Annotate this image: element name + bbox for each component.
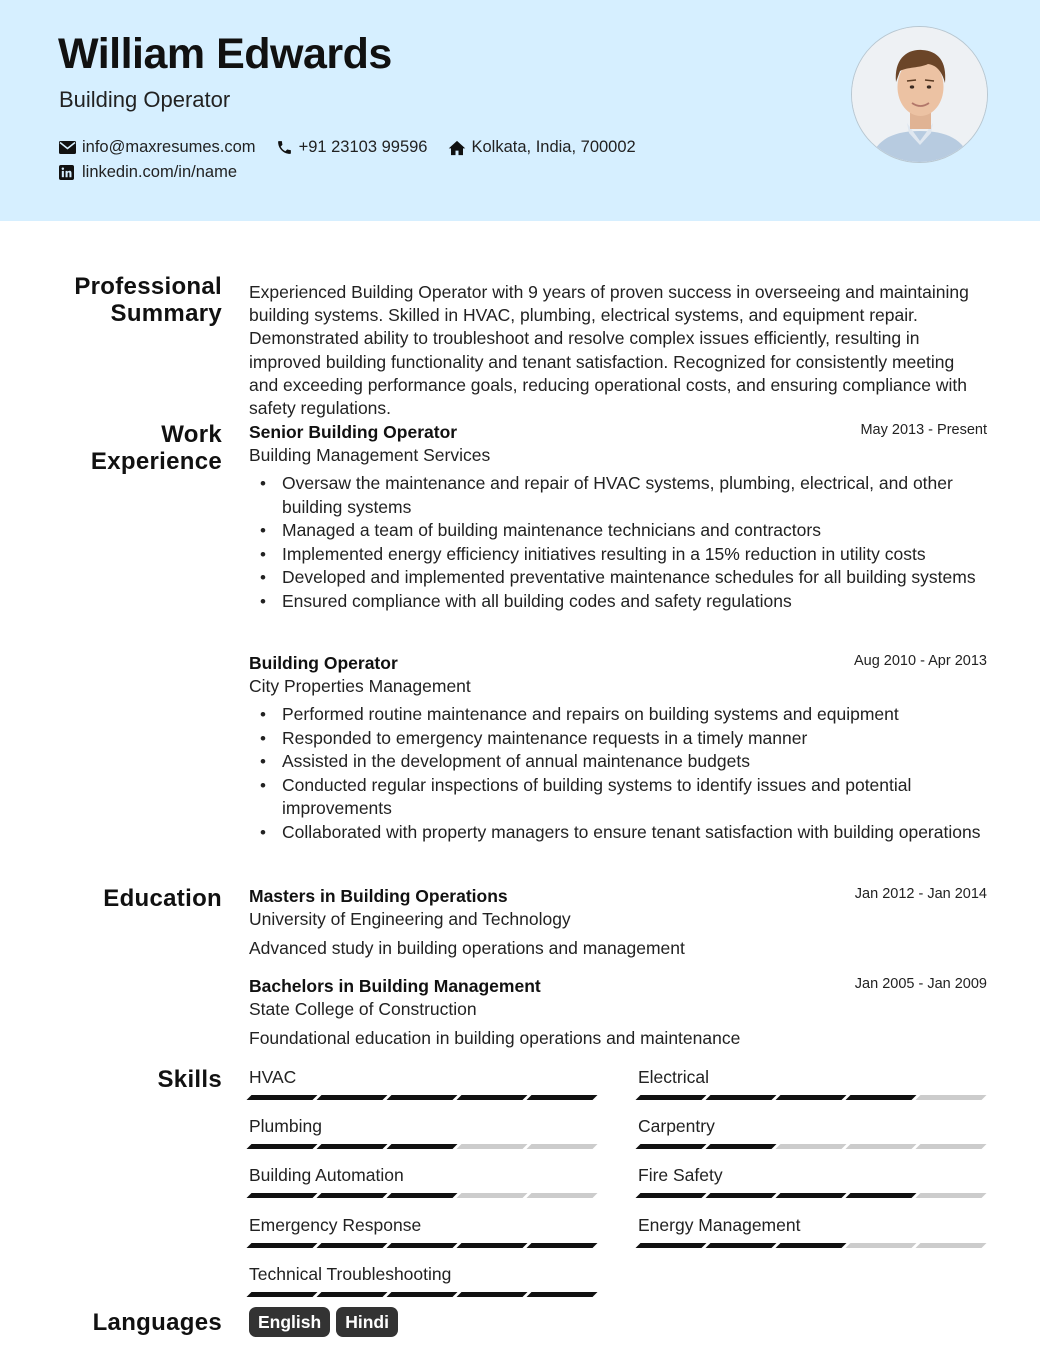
section-heading-skills bbox=[157, 1066, 222, 1093]
skill-level-segment bbox=[916, 1095, 987, 1100]
education-date: Jan 2012 - Jan 2014 bbox=[854, 886, 987, 902]
skill-level-segment bbox=[247, 1144, 318, 1149]
contact-row bbox=[59, 138, 656, 157]
work-heading-line: Work bbox=[161, 421, 222, 448]
skill-level-segment bbox=[527, 1144, 598, 1149]
education-school: State College of Construction bbox=[249, 999, 477, 1019]
skill-name: Fire Safety bbox=[638, 1165, 723, 1185]
skill-level-bar bbox=[249, 1292, 597, 1297]
skill-name: Electrical bbox=[638, 1067, 709, 1087]
skill-level-segment bbox=[457, 1292, 528, 1297]
candidate-name: William Edwards bbox=[58, 30, 392, 78]
skill-level-bar bbox=[638, 1144, 986, 1149]
job-company: Building Management Services bbox=[249, 445, 491, 465]
list-item: • Responded to emergency maintenance requests in a timely manner bbox=[249, 727, 987, 751]
skill-level-segment bbox=[706, 1193, 777, 1198]
skill-level-segment bbox=[527, 1193, 598, 1198]
skill-item bbox=[638, 1067, 986, 1100]
education-entry bbox=[249, 976, 987, 1049]
skill-name: Plumbing bbox=[249, 1116, 322, 1136]
skill-level-bar bbox=[249, 1243, 597, 1248]
summary-heading-line: Summary bbox=[110, 300, 222, 327]
skill-item bbox=[249, 1116, 597, 1149]
skill-level-segment bbox=[916, 1243, 987, 1248]
skill-item bbox=[249, 1165, 597, 1198]
education-school: University of Engineering and Technology bbox=[249, 909, 571, 929]
education-entry bbox=[249, 886, 987, 959]
job-entry bbox=[249, 653, 987, 845]
skill-level-segment bbox=[247, 1193, 318, 1198]
education-degree: Bachelors in Building Management bbox=[249, 976, 541, 996]
list-item: • Ensured compliance with all building codes and safety regulations bbox=[249, 590, 987, 614]
job-title: Senior Building Operator bbox=[249, 422, 458, 442]
skill-level-segment bbox=[846, 1095, 917, 1100]
skill-level-bar bbox=[249, 1095, 597, 1100]
job-company: City Properties Management bbox=[249, 676, 471, 696]
skill-level-segment bbox=[247, 1095, 318, 1100]
skill-level-segment bbox=[317, 1144, 388, 1149]
section-heading-work bbox=[91, 421, 222, 475]
skill-level-segment bbox=[247, 1243, 318, 1248]
skill-level-segment bbox=[387, 1193, 458, 1198]
skill-name: Carpentry bbox=[638, 1116, 715, 1136]
skill-level-segment bbox=[706, 1144, 777, 1149]
skill-name: Emergency Response bbox=[249, 1215, 422, 1235]
skill-level-segment bbox=[317, 1292, 388, 1297]
list-item: • Performed routine maintenance and repairs on building systems and equipment bbox=[249, 703, 987, 727]
skill-level-segment bbox=[527, 1243, 598, 1248]
skill-item bbox=[638, 1116, 986, 1149]
skill-name: Technical Troubleshooting bbox=[249, 1264, 452, 1284]
linkedin-text: linkedin.com/in/name bbox=[82, 163, 237, 181]
contact-email[interactable] bbox=[59, 138, 256, 157]
skill-level-segment bbox=[387, 1243, 458, 1248]
language-tag: Hindi bbox=[336, 1307, 398, 1337]
skill-level-segment bbox=[846, 1193, 917, 1198]
languages-heading: Languages bbox=[92, 1309, 222, 1336]
skill-level-segment bbox=[776, 1193, 847, 1198]
skill-level-segment bbox=[776, 1243, 847, 1248]
skill-level-segment bbox=[527, 1095, 598, 1100]
skills-heading: Skills bbox=[157, 1066, 222, 1093]
skill-item bbox=[249, 1067, 597, 1100]
skill-name: Building Automation bbox=[249, 1165, 404, 1185]
contact-location bbox=[448, 138, 636, 157]
skill-level-bar bbox=[638, 1243, 986, 1248]
candidate-title: Building Operator bbox=[59, 87, 231, 112]
list-item: • Conducted regular inspections of building systems to identify issues and potential improvements bbox=[249, 774, 987, 821]
phone-text: +91 23103 99596 bbox=[298, 138, 428, 156]
linkedin-icon bbox=[59, 165, 74, 180]
education-degree: Masters in Building Operations bbox=[249, 886, 508, 906]
skill-item bbox=[249, 1264, 597, 1297]
skill-level-segment bbox=[706, 1095, 777, 1100]
skill-level-segment bbox=[317, 1095, 388, 1100]
job-bullets bbox=[249, 472, 987, 614]
summary-heading-line: Professional bbox=[74, 273, 222, 300]
skill-level-bar bbox=[249, 1193, 597, 1198]
section-heading-education bbox=[103, 885, 222, 912]
skill-level-segment bbox=[706, 1243, 777, 1248]
skill-item bbox=[638, 1215, 986, 1248]
job-date: May 2013 - Present bbox=[860, 422, 987, 438]
job-date: Aug 2010 - Apr 2013 bbox=[853, 653, 987, 669]
skill-level-segment bbox=[387, 1144, 458, 1149]
skill-level-segment bbox=[636, 1243, 707, 1248]
contact-phone[interactable] bbox=[276, 138, 428, 157]
list-item: • Developed and implemented preventative maintenance schedules for all building systems bbox=[249, 566, 987, 590]
skill-level-segment bbox=[776, 1095, 847, 1100]
education-date: Jan 2005 - Jan 2009 bbox=[854, 976, 987, 992]
skill-level-segment bbox=[317, 1243, 388, 1248]
phone-icon bbox=[276, 139, 293, 156]
skill-level-segment bbox=[317, 1193, 388, 1198]
education-description: Advanced study in building operations and management bbox=[249, 938, 685, 958]
skill-level-segment bbox=[776, 1144, 847, 1149]
summary-text: Experienced Building Operator with 9 years of proven success in overseeing and maintaining building systems. Skilled in HVAC, plumbing, electrical systems, and equipment repair. Demonstrated ability to troubleshoot and resolve complex issues efficiently, resulting in improved building functionality and tenant satisfaction. Recognized for consistently meeting and exceeding performance goals, reducing operational costs, and ensuring compliance with safety regulations. bbox=[249, 282, 969, 419]
job-title: Building Operator bbox=[249, 653, 398, 673]
skill-level-segment bbox=[636, 1193, 707, 1198]
skill-level-bar bbox=[638, 1193, 986, 1198]
skill-name: Energy Management bbox=[638, 1215, 801, 1235]
list-item: • Implemented energy efficiency initiatives resulting in a 15% reduction in utility costs bbox=[249, 543, 987, 567]
skill-level-segment bbox=[636, 1144, 707, 1149]
skill-level-segment bbox=[457, 1095, 528, 1100]
language-tag: English bbox=[249, 1307, 330, 1337]
email-text: info@maxresumes.com bbox=[82, 138, 256, 156]
work-heading-line: Experience bbox=[90, 448, 222, 475]
skill-level-segment bbox=[387, 1095, 458, 1100]
skill-level-segment bbox=[636, 1095, 707, 1100]
skill-level-segment bbox=[916, 1193, 987, 1198]
job-entry bbox=[249, 422, 987, 614]
skill-level-segment bbox=[247, 1292, 318, 1297]
skill-level-segment bbox=[457, 1243, 528, 1248]
skill-level-segment bbox=[457, 1193, 528, 1198]
envelope-icon bbox=[59, 141, 76, 154]
section-heading-summary bbox=[74, 273, 222, 327]
location-text: Kolkata, India, 700002 bbox=[471, 138, 636, 156]
avatar bbox=[852, 27, 988, 163]
skill-level-segment bbox=[846, 1243, 917, 1248]
skill-item bbox=[638, 1165, 986, 1198]
skill-item bbox=[249, 1215, 597, 1248]
skill-level-bar bbox=[638, 1095, 986, 1100]
section-heading-languages bbox=[93, 1309, 222, 1336]
list-item: • Collaborated with property managers to ensure tenant satisfaction with building operations bbox=[249, 821, 987, 845]
list-item: • Assisted in the development of annual maintenance budgets bbox=[249, 750, 987, 774]
list-item: • Oversaw the maintenance and repair of HVAC systems, plumbing, electrical, and other building systems bbox=[249, 472, 987, 519]
skill-name: HVAC bbox=[249, 1067, 297, 1087]
home-icon bbox=[448, 140, 466, 156]
language-tags bbox=[249, 1307, 398, 1337]
skill-level-segment bbox=[846, 1144, 917, 1149]
contact-linkedin[interactable] bbox=[59, 163, 237, 182]
job-bullets bbox=[249, 703, 987, 845]
skill-level-segment bbox=[916, 1144, 987, 1149]
skill-level-segment bbox=[527, 1292, 598, 1297]
skill-level-bar bbox=[249, 1144, 597, 1149]
education-description: Foundational education in building operations and maintenance bbox=[249, 1028, 741, 1048]
education-heading: Education bbox=[103, 885, 222, 912]
skill-level-segment bbox=[387, 1292, 458, 1297]
resume-header bbox=[0, 0, 1040, 221]
skill-level-segment bbox=[457, 1144, 528, 1149]
profile-photo bbox=[851, 26, 988, 163]
list-item: • Managed a team of building maintenance technicians and contractors bbox=[249, 519, 987, 543]
